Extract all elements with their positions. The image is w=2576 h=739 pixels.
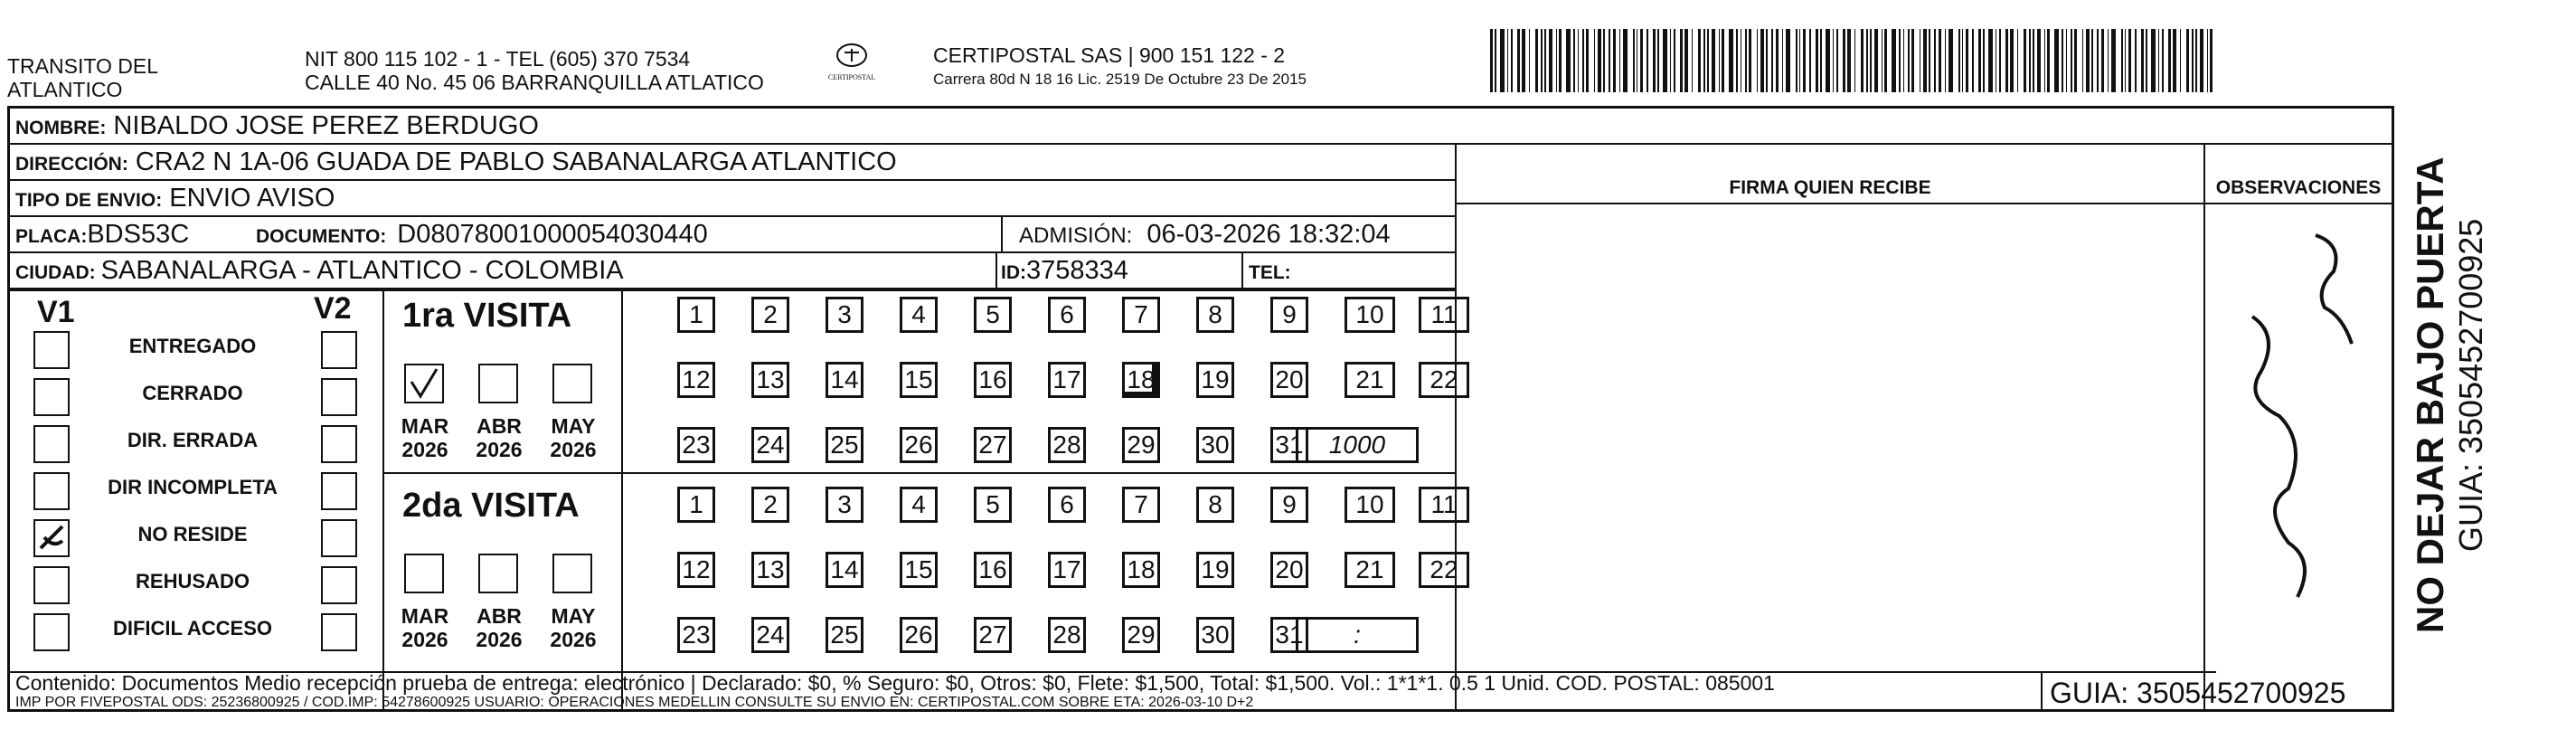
barcode-bar	[2071, 29, 2072, 92]
barcode-bar	[1884, 29, 1887, 92]
barcode-bar	[1729, 29, 1733, 92]
barcode-bar	[1556, 29, 1557, 92]
company-address: Carrera 80d N 18 16 Lic. 2519 De Octubre 23 De 2015	[933, 71, 1307, 88]
month-name: ABR	[477, 604, 522, 628]
nombre-value: NIBALDO JOSE PEREZ BERDUGO	[113, 111, 539, 140]
barcode-bar	[2162, 29, 2164, 92]
day-box[interactable]: 25	[826, 617, 863, 653]
day-box[interactable]: 28	[1048, 427, 1086, 463]
barcode-bar	[1843, 29, 1845, 92]
day-box[interactable]: 9	[1270, 297, 1308, 333]
barcode-bar	[1623, 29, 1628, 92]
barcode-bar	[1647, 29, 1648, 92]
month-year: 2026	[476, 438, 523, 461]
barcode-bar	[1826, 29, 1830, 92]
barcode-bar	[1613, 29, 1616, 92]
month-checkbox[interactable]	[552, 554, 592, 593]
day-box[interactable]: 25	[826, 427, 863, 463]
barcode-bar	[1633, 29, 1635, 92]
barcode-bar	[1495, 29, 1496, 92]
barcode-bar	[2141, 29, 2144, 92]
month-checkbox[interactable]	[478, 364, 518, 403]
day-box[interactable]: 3	[826, 487, 863, 523]
barcode-bar	[2091, 29, 2093, 92]
barcode-bar	[2195, 29, 2197, 92]
v2-checkbox[interactable]	[321, 613, 357, 651]
status-label: ENTREGADO	[128, 335, 257, 357]
barcode-bar	[2047, 29, 2050, 92]
barcode-bar	[1903, 29, 1904, 92]
ciudad-value: SABANALARGA - ATLANTICO - COLOMBIA	[100, 256, 624, 285]
day-box[interactable]: 11	[1419, 297, 1469, 333]
barcode-bar	[2024, 29, 2026, 92]
v2-checkbox[interactable]	[321, 472, 357, 510]
side-warning: NO DEJAR BAJO PUERTA	[2409, 156, 2451, 633]
v2-label: V2	[314, 291, 352, 326]
barcode-bar	[2097, 29, 2099, 92]
barcode-bar	[1809, 29, 1811, 92]
barcode-bar	[1670, 29, 1671, 92]
v1-checkbox[interactable]	[33, 378, 70, 416]
barcode-bar	[1544, 29, 1546, 92]
day-box[interactable]: 1	[677, 297, 715, 333]
barcode-bar	[1707, 29, 1709, 92]
month-checkbox[interactable]	[478, 554, 518, 593]
row-nombre	[10, 109, 2392, 145]
barcode-bar	[1719, 29, 1720, 92]
placa-value: BDS53C	[87, 220, 190, 249]
nit-line: NIT 800 115 102 - 1 - TEL (605) 370 7534	[305, 47, 691, 71]
tipo-value: ENVIO AVISO	[169, 184, 335, 213]
tipo-label: TIPO DE ENVIO:	[15, 190, 163, 211]
day-box[interactable]: 11	[1419, 487, 1469, 523]
firma-header: FIRMA QUIEN RECIBE	[1729, 177, 1931, 198]
barcode-bar	[1653, 29, 1656, 92]
day-box[interactable]: 24	[751, 427, 789, 463]
day-box[interactable]: 21	[1345, 362, 1395, 398]
barcode-bar	[1945, 29, 1946, 92]
barcode-bar	[2151, 29, 2156, 92]
month-year: 2026	[476, 628, 523, 651]
barcode-bar	[2180, 29, 2181, 92]
day-box[interactable]: 18	[1122, 552, 1160, 588]
barcode-bar	[2029, 29, 2031, 92]
day-box[interactable]: 27	[974, 617, 1012, 653]
day-box[interactable]: 22	[1419, 362, 1469, 398]
month-name: MAR	[401, 604, 449, 628]
barcode-bar	[2108, 29, 2109, 92]
day-box[interactable]: 26	[900, 617, 938, 653]
barcode-bar	[1854, 29, 1855, 92]
footer-content: Contenido: Documentos Medio recepción prueba de entrega: electrónico | Declarado: $0, % Seguro: $0, Otros: $0, Flete: $1,500, Total: $1,500. Vol.: 1*1*1. 0.5 1 Unid. COD. POSTAL: 085001	[15, 671, 1775, 695]
barcode-bar	[1736, 29, 1738, 92]
barcode-bar	[1657, 29, 1659, 92]
barcode	[1490, 29, 2222, 92]
footer-guia: GUIA: 3505452700925	[2050, 677, 2346, 709]
barcode-bar	[2066, 29, 2067, 92]
barcode-bar	[1582, 29, 1584, 92]
status-label: DIR INCOMPLETA	[108, 476, 278, 498]
day-box[interactable]: 17	[1048, 362, 1086, 398]
barcode-bar	[1722, 29, 1724, 92]
month-checkbox[interactable]	[404, 364, 444, 403]
company-line: CERTIPOSTAL SAS | 900 151 122 - 2	[933, 43, 1286, 67]
barcode-bar	[1549, 29, 1552, 92]
day-box[interactable]: 17	[1048, 552, 1086, 588]
month-label	[393, 414, 457, 461]
barcode-bar	[1684, 29, 1688, 92]
row-placa	[10, 217, 1457, 253]
day-box[interactable]: 26	[900, 427, 938, 463]
id-value: 3758334	[1026, 256, 1128, 285]
barcode-bar	[2158, 29, 2159, 92]
barcode-bar	[2200, 29, 2203, 92]
org-line-1: TRANSITO DEL	[7, 54, 158, 78]
day-box[interactable]: 14	[826, 552, 863, 588]
v1-checkbox[interactable]	[33, 613, 70, 651]
barcode-bar	[1782, 29, 1783, 92]
day-box[interactable]: 12	[677, 362, 715, 398]
side-guia: GUIA: 3505452700925	[2452, 218, 2489, 552]
barcode-bar	[1816, 29, 1818, 92]
barcode-bar	[1799, 29, 1800, 92]
day-box[interactable]: 31	[1270, 427, 1308, 463]
day-box[interactable]: 10	[1345, 297, 1395, 333]
v1-checkbox[interactable]	[33, 425, 70, 463]
barcode-bar	[1566, 29, 1571, 92]
barcode-bar	[1958, 29, 1960, 92]
barcode-bar	[1559, 29, 1562, 92]
barcode-bar	[2210, 29, 2213, 92]
month-year: 2026	[401, 628, 448, 651]
barcode-bar	[1578, 29, 1579, 92]
barcode-bar	[1923, 29, 1927, 92]
day-box[interactable]: 6	[1048, 297, 1086, 333]
barcode-bar	[1680, 29, 1683, 92]
day-box[interactable]: 9	[1270, 487, 1308, 523]
barcode-bar	[2044, 29, 2045, 92]
day-box[interactable]: 28	[1048, 617, 1086, 653]
v1-checkbox[interactable]	[33, 472, 70, 510]
barcode-bar	[1698, 29, 1701, 92]
day-box[interactable]: 16	[974, 552, 1012, 588]
barcode-bar	[1899, 29, 1901, 92]
day-box[interactable]: 18	[1122, 362, 1160, 398]
v2-checkbox[interactable]	[321, 331, 357, 369]
day-box[interactable]: 24	[751, 617, 789, 653]
barcode-bar	[2192, 29, 2194, 92]
v1-checkbox[interactable]	[33, 331, 70, 369]
barcode-bar	[1760, 29, 1764, 92]
status-label: DIFICIL ACCESO	[112, 617, 272, 640]
barcode-bar	[2186, 29, 2189, 92]
barcode-bar	[2082, 29, 2083, 92]
day-box[interactable]: 30	[1196, 427, 1234, 463]
v2-checkbox[interactable]	[321, 519, 357, 557]
day-box[interactable]: 7	[1122, 297, 1160, 333]
day-box[interactable]: 16	[974, 362, 1012, 398]
day-box[interactable]: 2	[751, 297, 789, 333]
barcode-bar	[2054, 29, 2059, 92]
placa-label: PLACA:	[15, 226, 88, 247]
month-label	[467, 604, 531, 651]
barcode-bar	[1490, 29, 1493, 92]
barcode-bar	[1745, 29, 1747, 92]
admision-label: ADMISIÓN:	[1019, 223, 1133, 248]
day-box[interactable]: 10	[1345, 487, 1395, 523]
barcode-bar	[1594, 29, 1595, 92]
day-box[interactable]: 23	[677, 617, 715, 653]
barcode-bar	[2128, 29, 2131, 92]
barcode-bar	[1776, 29, 1779, 92]
status-label: DIR. ERRADA	[127, 429, 259, 451]
delivery-form	[7, 106, 2394, 712]
day-box[interactable]: 3	[826, 297, 863, 333]
month-checkbox[interactable]	[552, 364, 592, 403]
month-name: ABR	[477, 414, 522, 438]
barcode-bar	[1703, 29, 1705, 92]
barcode-bar	[1833, 29, 1834, 92]
barcode-bar	[1529, 29, 1530, 92]
v2-checkbox[interactable]	[321, 378, 357, 416]
barcode-bar	[2173, 29, 2176, 92]
day-box[interactable]: 14	[826, 362, 863, 398]
barcode-bar	[1934, 29, 1936, 92]
day-box[interactable]: 2	[751, 487, 789, 523]
row-tipo	[10, 181, 1457, 217]
direccion-label: DIRECCIÓN:	[15, 154, 128, 175]
day-box[interactable]: 1	[677, 487, 715, 523]
barcode-bar	[1908, 29, 1910, 92]
month-name: MAR	[401, 414, 449, 438]
barcode-bar	[1939, 29, 1941, 92]
obs-divider	[2203, 145, 2205, 710]
id-label: ID:	[1001, 262, 1026, 283]
barcode-bar	[1619, 29, 1620, 92]
firma-divider	[1455, 145, 1457, 710]
day-box[interactable]: 21	[1345, 552, 1395, 588]
barcode-bar	[1517, 29, 1520, 92]
barcode-bar	[1966, 29, 1968, 92]
barcode-bar	[1836, 29, 1838, 92]
barcode-bar	[2086, 29, 2090, 92]
day-box[interactable]: 6	[1048, 487, 1086, 523]
barcode-bar	[2146, 29, 2147, 92]
day-box[interactable]: 5	[974, 487, 1012, 523]
barcode-bar	[1929, 29, 1930, 92]
barcode-bar	[1847, 29, 1851, 92]
first-visit-title: 1ra VISITA	[402, 297, 572, 335]
observaciones-handwriting	[2216, 217, 2379, 624]
barcode-bar	[1766, 29, 1768, 92]
barcode-bar	[1500, 29, 1505, 92]
day-box[interactable]: 23	[677, 427, 715, 463]
org-line-2: ATLANTICO	[7, 78, 123, 101]
day-box[interactable]: 29	[1122, 617, 1160, 653]
month-label	[542, 604, 605, 651]
barcode-bar	[2033, 29, 2034, 92]
barcode-bar	[1870, 29, 1872, 92]
day-box[interactable]: 12	[677, 552, 715, 588]
barcode-bar	[1911, 29, 1914, 92]
status-label: CERRADO	[142, 382, 243, 404]
time-box[interactable]: :	[1296, 617, 1419, 653]
month-checkbox[interactable]	[404, 554, 444, 593]
org-name	[7, 54, 158, 101]
barcode-bar	[2101, 29, 2104, 92]
barcode-bar	[1786, 29, 1790, 92]
barcode-bar	[1983, 29, 1985, 92]
day-box[interactable]: 19	[1196, 362, 1234, 398]
v1-checkbox[interactable]	[33, 566, 70, 604]
barcode-bar	[1507, 29, 1508, 92]
month-year: 2026	[550, 628, 597, 651]
barcode-bar	[1962, 29, 1963, 92]
time-box[interactable]: 1000	[1296, 427, 1419, 463]
month-year: 2026	[401, 438, 448, 461]
barcode-bar	[1522, 29, 1525, 92]
barcode-bar	[2207, 29, 2208, 92]
nombre-label: NOMBRE:	[15, 118, 107, 138]
barcode-bar	[2111, 29, 2116, 92]
v2-checkbox[interactable]	[321, 425, 357, 463]
day-box[interactable]: 20	[1270, 362, 1308, 398]
barcode-bar	[1573, 29, 1575, 92]
barcode-bar	[1674, 29, 1675, 92]
barcode-bar	[1796, 29, 1798, 92]
day-box[interactable]: 22	[1419, 552, 1469, 588]
barcode-bar	[1892, 29, 1896, 92]
day-box[interactable]: 8	[1196, 487, 1234, 523]
barcode-bar	[2010, 29, 2014, 92]
documento-value: D08078001000054030440	[397, 220, 708, 249]
v1-label: V1	[37, 295, 75, 329]
day-box[interactable]: 15	[900, 552, 938, 588]
second-visit-title: 2da VISITA	[402, 487, 580, 525]
day-box[interactable]: 27	[974, 427, 1012, 463]
barcode-bar	[1978, 29, 1981, 92]
barcode-bar	[2017, 29, 2018, 92]
barcode-bar	[1820, 29, 1822, 92]
barcode-bar	[2074, 29, 2077, 92]
barcode-bar	[1988, 29, 1993, 92]
day-box[interactable]: 8	[1196, 297, 1234, 333]
barcode-bar	[2168, 29, 2171, 92]
month-label	[467, 414, 531, 461]
barcode-bar	[1803, 29, 1806, 92]
day-box[interactable]: 4	[900, 297, 938, 333]
documento-label: DOCUMENTO:	[256, 226, 387, 247]
tel-label: TEL:	[1249, 262, 1291, 283]
day-box[interactable]: 5	[974, 297, 1012, 333]
barcode-bar	[1586, 29, 1589, 92]
barcode-bar	[2005, 29, 2008, 92]
barcode-bar	[2125, 29, 2126, 92]
barcode-bar	[2062, 29, 2063, 92]
day-box[interactable]: 20	[1270, 552, 1308, 588]
certipostal-logo	[814, 42, 890, 96]
barcode-bar	[1972, 29, 1974, 92]
barcode-bar	[1999, 29, 2001, 92]
day-box[interactable]: 31	[1270, 617, 1308, 653]
address-line: CALLE 40 No. 45 06 BARRANQUILLA ATLATICO	[305, 71, 764, 94]
day-box[interactable]: 13	[751, 362, 789, 398]
barcode-bar	[1861, 29, 1864, 92]
barcode-bar	[1949, 29, 1953, 92]
barcode-bar	[1640, 29, 1643, 92]
barcode-bar	[1609, 29, 1610, 92]
day-box[interactable]: 15	[900, 362, 938, 398]
barcode-bar	[1598, 29, 1601, 92]
barcode-bar	[1749, 29, 1751, 92]
day-box[interactable]: 19	[1196, 552, 1234, 588]
barcode-bar	[1866, 29, 1868, 92]
day-box[interactable]: 7	[1122, 487, 1160, 523]
v2-checkbox[interactable]	[321, 566, 357, 604]
status-label: REHUSADO	[136, 570, 250, 592]
barcode-bar	[1757, 29, 1758, 92]
barcode-bar	[1535, 29, 1538, 92]
barcode-bar	[2135, 29, 2137, 92]
observaciones-header: OBSERVACIONES	[2215, 177, 2382, 198]
day-box[interactable]: 4	[900, 487, 938, 523]
row-direccion	[10, 145, 1457, 181]
barcode-bar	[1663, 29, 1667, 92]
ciudad-label: CIUDAD:	[15, 262, 96, 283]
barcode-bar	[1541, 29, 1543, 92]
day-box[interactable]: 13	[751, 552, 789, 588]
barcode-bar	[1771, 29, 1773, 92]
barcode-bar	[2121, 29, 2123, 92]
barcode-bar	[2037, 29, 2041, 92]
month-year: 2026	[550, 438, 597, 461]
month-name: MAY	[551, 604, 596, 628]
row-ciudad	[10, 253, 1457, 289]
day-box[interactable]: 29	[1122, 427, 1160, 463]
month-label	[393, 604, 457, 651]
barcode-bar	[1692, 29, 1693, 92]
direccion-value: CRA2 N 1A-06 GUADA DE PABLO SABANALARGA ATLANTICO	[135, 147, 897, 176]
barcode-bar	[1603, 29, 1605, 92]
barcode-bar	[1712, 29, 1715, 92]
barcode-bar	[1511, 29, 1513, 92]
admision-value: 06-03-2026 18:32:04	[1146, 220, 1391, 249]
v1-checkbox[interactable]	[33, 519, 70, 557]
month-name: MAY	[551, 414, 596, 438]
day-box[interactable]: 30	[1196, 617, 1234, 653]
logo-text: CERTIPOSTAL	[827, 73, 876, 81]
barcode-bar	[1874, 29, 1878, 92]
status-label: NO RESIDE	[137, 523, 248, 545]
month-label	[542, 414, 605, 461]
footer-imp: IMP POR FIVEPOSTAL ODS: 25236800925 / COD.IMP: 54278600925 USUARIO: OPERACIONES MEDELLIN CONSULTE SU ENVIO EN: CERTIPOSTAL.COM SOBRE ETA: 2026-03-10 D+2	[15, 695, 1254, 710]
